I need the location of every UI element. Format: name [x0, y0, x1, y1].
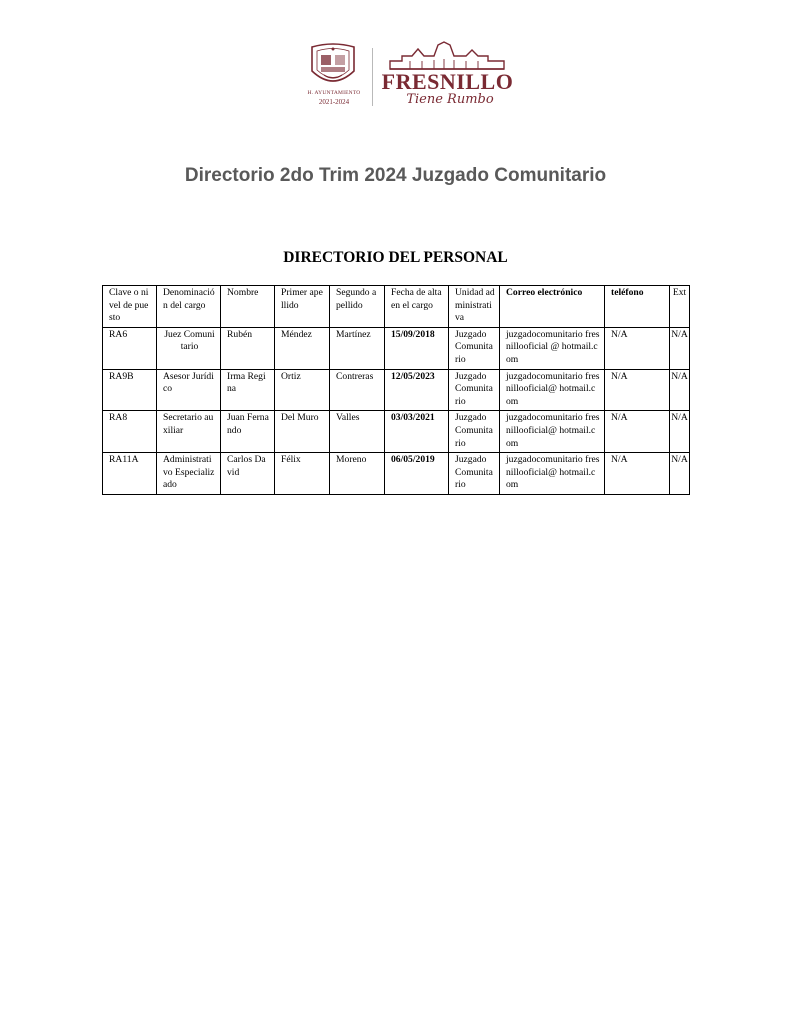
- city-name: FRESNILLO: [381, 69, 514, 94]
- cell-unidad: Juzgado Comunitario: [449, 327, 500, 369]
- cell-fecha-alta: 06/05/2019: [385, 453, 449, 495]
- header-unidad: Unidad administrativa: [449, 286, 500, 328]
- cell-telefono: N/A: [605, 411, 670, 453]
- cell-ext: N/A: [670, 369, 690, 411]
- cell-clave: RA6: [103, 327, 157, 369]
- cell-correo: juzgadocomunitario fresnillooficial@ hotmail.com: [500, 369, 605, 411]
- cell-correo: juzgadocomunitario fresnillooficial@ hotmail.com: [500, 453, 605, 495]
- city-tagline: Tiene Rumbo: [406, 92, 494, 107]
- cell-ext: N/A: [670, 327, 690, 369]
- cell-primer-apellido: Félix: [275, 453, 330, 495]
- cell-ext: N/A: [670, 411, 690, 453]
- cell-clave: RA8: [103, 411, 157, 453]
- cell-nombre: Irma Regina: [221, 369, 275, 411]
- cell-primer-apellido: Méndez: [275, 327, 330, 369]
- ayuntamiento-seal: [300, 40, 368, 112]
- document-title: Directorio 2do Trim 2024 Juzgado Comunitario: [184, 165, 607, 186]
- cell-correo: juzgadocomunitario fresnillooficial@ hotmail.com: [500, 411, 605, 453]
- cell-telefono: N/A: [605, 327, 670, 369]
- cell-denominacion: Juez Comunitario: [157, 327, 221, 369]
- table-row: [103, 411, 690, 453]
- cell-unidad: Juzgado Comunitario: [449, 411, 500, 453]
- cell-segundo-apellido: Moreno: [330, 453, 385, 495]
- cell-segundo-apellido: Martínez: [330, 327, 385, 369]
- table-row: [103, 453, 690, 495]
- ayuntamiento-years: 2021-2024: [318, 98, 350, 106]
- cell-clave: RA11A: [103, 453, 157, 495]
- cell-unidad: Juzgado Comunitario: [449, 369, 500, 411]
- cell-clave: RA9B: [103, 369, 157, 411]
- table-header-row: [103, 286, 690, 328]
- city-skyline-icon: [388, 41, 506, 71]
- cell-ext: N/A: [670, 453, 690, 495]
- cell-unidad: Juzgado Comunitario: [449, 453, 500, 495]
- cell-denominacion: Asesor Jurídico: [157, 369, 221, 411]
- cell-fecha-alta: 15/09/2018: [385, 327, 449, 369]
- table-row: [103, 369, 690, 411]
- cell-nombre: Rubén: [221, 327, 275, 369]
- section-title: DIRECTORIO DEL PERSONAL: [283, 249, 508, 266]
- personnel-directory-table: [102, 285, 690, 495]
- cell-telefono: N/A: [605, 369, 670, 411]
- cell-denominacion: Secretario auxiliar: [157, 411, 221, 453]
- cell-correo: juzgadocomunitario fresnillooficial @ hotmail.com: [500, 327, 605, 369]
- cell-fecha-alta: 03/03/2021: [385, 411, 449, 453]
- header-nombre: Nombre: [221, 286, 275, 328]
- cell-nombre: Juan Fernando: [221, 411, 275, 453]
- cell-primer-apellido: Del Muro: [275, 411, 330, 453]
- coat-of-arms-icon: [308, 43, 358, 88]
- header-segundo-apellido: Segundo apellido: [330, 286, 385, 328]
- cell-telefono: N/A: [605, 453, 670, 495]
- ayuntamiento-text: H. AYUNTAMIENTO: [307, 90, 361, 96]
- cell-segundo-apellido: Valles: [330, 411, 385, 453]
- cell-denominacion: Administrativo Especializado: [157, 453, 221, 495]
- fresnillo-logo: [380, 40, 515, 112]
- header-logos: [300, 40, 515, 112]
- cell-primer-apellido: Ortiz: [275, 369, 330, 411]
- header-fecha-alta: Fecha de alta en el cargo: [385, 286, 449, 328]
- header-ext: Ext: [670, 286, 690, 328]
- cell-segundo-apellido: Contreras: [330, 369, 385, 411]
- header-primer-apellido: Primer apellido: [275, 286, 330, 328]
- cell-fecha-alta: 12/05/2023: [385, 369, 449, 411]
- header-telefono: teléfono: [605, 286, 670, 328]
- header-clave: Clave o nivel de puesto: [103, 286, 157, 328]
- logo-divider: [372, 48, 373, 106]
- table-row: [103, 327, 690, 369]
- cell-nombre: Carlos David: [221, 453, 275, 495]
- header-correo: Correo electrónico: [500, 286, 605, 328]
- header-denominacion: Denominación del cargo: [157, 286, 221, 328]
